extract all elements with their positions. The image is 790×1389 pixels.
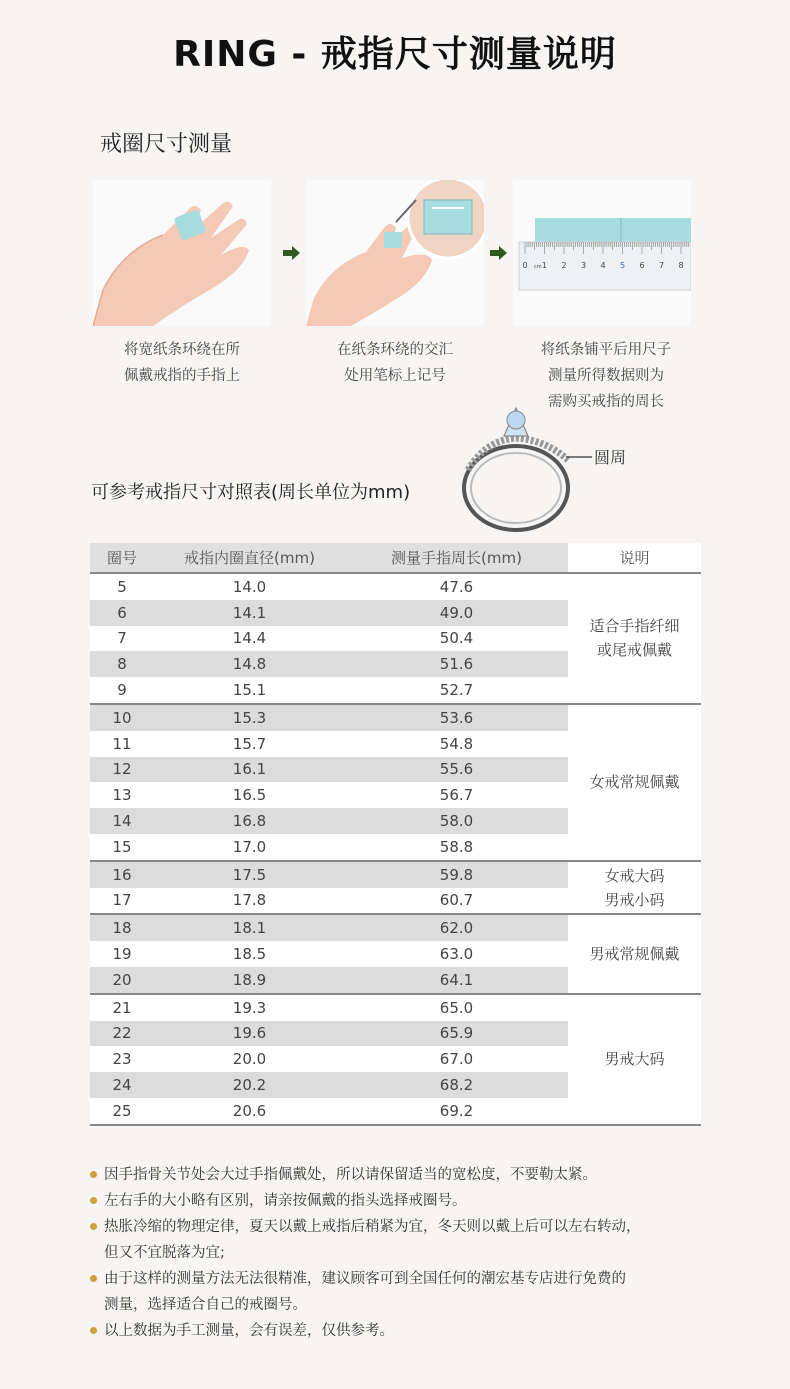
cell-size: 16 [90, 861, 154, 888]
cell-diameter: 18.1 [154, 914, 345, 941]
cell-note: 女戒常规佩戴 [568, 704, 701, 861]
cell-size: 12 [90, 757, 154, 783]
cell-size: 18 [90, 914, 154, 941]
cell-size: 21 [90, 994, 154, 1021]
table-row [90, 704, 701, 731]
step1-caption: 将宽纸条环绕在所 佩戴戒指的手指上 [124, 342, 240, 384]
cell-diameter: 18.9 [154, 967, 345, 994]
step3-caption: 将纸条铺平后用尺子 测量所得数据则为 需购买戒指的周长 [540, 342, 672, 410]
cell-circumference: 62.0 [345, 914, 568, 941]
cell-diameter: 16.5 [154, 782, 345, 808]
cell-size: 15 [90, 834, 154, 861]
table-row [90, 861, 701, 888]
cell-size: 23 [90, 1046, 154, 1072]
col-header-size: 圈号 [90, 543, 154, 573]
table-row [90, 573, 701, 600]
bullet-icon [90, 1197, 97, 1204]
cell-note: 适合手指纤细 或尾戒佩戴 [568, 573, 701, 704]
cell-circumference: 53.6 [345, 704, 568, 731]
cell-circumference: 56.7 [345, 782, 568, 808]
cell-circumference: 58.0 [345, 808, 568, 834]
cell-circumference: 58.8 [345, 834, 568, 861]
cell-diameter: 17.8 [154, 888, 345, 915]
tip-item: 左右手的大小略有区别，请亲按佩戴的指头选择戒圈号。 [90, 1188, 730, 1214]
cell-circumference: 64.1 [345, 967, 568, 994]
ruler-tick-label: 1 [541, 261, 548, 270]
cell-note: 女戒大码 男戒小码 [568, 861, 701, 915]
cell-size: 9 [90, 677, 154, 704]
size-table [90, 543, 701, 1126]
arrow-right-icon [490, 246, 508, 260]
cell-diameter: 20.2 [154, 1072, 345, 1098]
cell-size: 24 [90, 1072, 154, 1098]
ruler-tick-label: 7 [658, 261, 665, 270]
bullet-icon [90, 1171, 97, 1178]
table-row [90, 994, 701, 1021]
ruler-tick-label: 5 [619, 261, 626, 270]
ring-illustration [456, 400, 596, 535]
cell-diameter: 14.0 [154, 573, 345, 600]
step2-caption: 在纸条环绕的交汇 处用笔标上记号 [337, 342, 453, 384]
cell-diameter: 15.7 [154, 731, 345, 757]
cell-size: 22 [90, 1021, 154, 1047]
table-row [90, 914, 701, 941]
cell-note: 男戒常规佩戴 [568, 914, 701, 993]
cell-circumference: 55.6 [345, 757, 568, 783]
cell-circumference: 51.6 [345, 651, 568, 677]
tip-item: 因手指骨关节处会大过手指佩戴处，所以请保留适当的宽松度，不要勒太紧。 [90, 1162, 730, 1188]
cell-size: 7 [90, 626, 154, 652]
cell-diameter: 15.1 [154, 677, 345, 704]
tip-item: 以上数据为手工测量，会有误差，仅供参考。 [90, 1318, 730, 1344]
cell-diameter: 14.4 [154, 626, 345, 652]
cell-note: 男戒大码 [568, 994, 701, 1125]
cell-diameter: 17.0 [154, 834, 345, 861]
bullet-icon [90, 1327, 97, 1334]
cell-circumference: 47.6 [345, 573, 568, 600]
ruler-unit-label: cm [534, 264, 542, 270]
col-header-diameter: 戒指内圈直径(mm) [154, 543, 345, 573]
section-heading: 戒圈尺寸测量 [100, 132, 233, 157]
cell-size: 25 [90, 1098, 154, 1125]
cell-circumference: 69.2 [345, 1098, 568, 1125]
cell-diameter: 14.1 [154, 600, 345, 626]
cell-circumference: 50.4 [345, 626, 568, 652]
cell-diameter: 18.5 [154, 941, 345, 967]
ruler-tick-label: 2 [561, 261, 567, 270]
cell-size: 5 [90, 573, 154, 600]
cell-diameter: 15.3 [154, 704, 345, 731]
cell-circumference: 49.0 [345, 600, 568, 626]
cell-circumference: 65.0 [345, 994, 568, 1021]
cell-size: 8 [90, 651, 154, 677]
cell-circumference: 60.7 [345, 888, 568, 915]
cell-circumference: 67.0 [345, 1046, 568, 1072]
cell-circumference: 63.0 [345, 941, 568, 967]
cell-size: 11 [90, 731, 154, 757]
cell-circumference: 65.9 [345, 1021, 568, 1047]
page-title: RING - 戒指尺寸测量说明 [173, 34, 617, 75]
cell-diameter: 19.3 [154, 994, 345, 1021]
cell-size: 10 [90, 704, 154, 731]
step2-mark-image [306, 180, 484, 326]
cell-diameter: 16.8 [154, 808, 345, 834]
step3-ruler-image [513, 180, 691, 326]
cell-diameter: 20.0 [154, 1046, 345, 1072]
cell-size: 6 [90, 600, 154, 626]
ruler-tick-label: 4 [600, 261, 606, 270]
col-header-circumference: 测量手指周长(mm) [345, 543, 568, 573]
ruler-tick-label: 0 [522, 261, 528, 270]
cell-size: 14 [90, 808, 154, 834]
arrow-right-icon [283, 246, 301, 260]
tip-item: 由于这样的测量方法无法很精准，建议顾客可到全国任何的潮宏基专店进行免费的 测量，选择适合自己的戒圈号。 [90, 1266, 730, 1318]
ring-circumference-label: 圆周 [594, 448, 627, 467]
cell-size: 19 [90, 941, 154, 967]
ruler-tick-label: 3 [580, 261, 587, 270]
step1-hand-image [93, 180, 271, 326]
bullet-icon [90, 1275, 97, 1282]
cell-size: 20 [90, 967, 154, 994]
cell-diameter: 14.8 [154, 651, 345, 677]
bullet-icon [90, 1223, 97, 1230]
cell-circumference: 68.2 [345, 1072, 568, 1098]
cell-size: 17 [90, 888, 154, 915]
table-heading: 可参考戒指尺寸对照表(周长单位为mm) [91, 482, 411, 503]
tip-item: 热胀冷缩的物理定律，夏天以戴上戒指后稍紧为宜，冬天则以戴上后可以左右转动， 但又不宜脱落为宜; [90, 1214, 730, 1266]
cell-circumference: 54.8 [345, 731, 568, 757]
cell-diameter: 19.6 [154, 1021, 345, 1047]
cell-size: 13 [90, 782, 154, 808]
col-header-note: 说明 [568, 543, 701, 573]
cell-circumference: 59.8 [345, 861, 568, 888]
cell-diameter: 17.5 [154, 861, 345, 888]
cell-diameter: 20.6 [154, 1098, 345, 1125]
tips-list [90, 1162, 730, 1344]
cell-circumference: 52.7 [345, 677, 568, 704]
ruler-tick-label: 6 [639, 261, 645, 270]
cell-diameter: 16.1 [154, 757, 345, 783]
ruler-tick-label: 8 [678, 261, 684, 270]
